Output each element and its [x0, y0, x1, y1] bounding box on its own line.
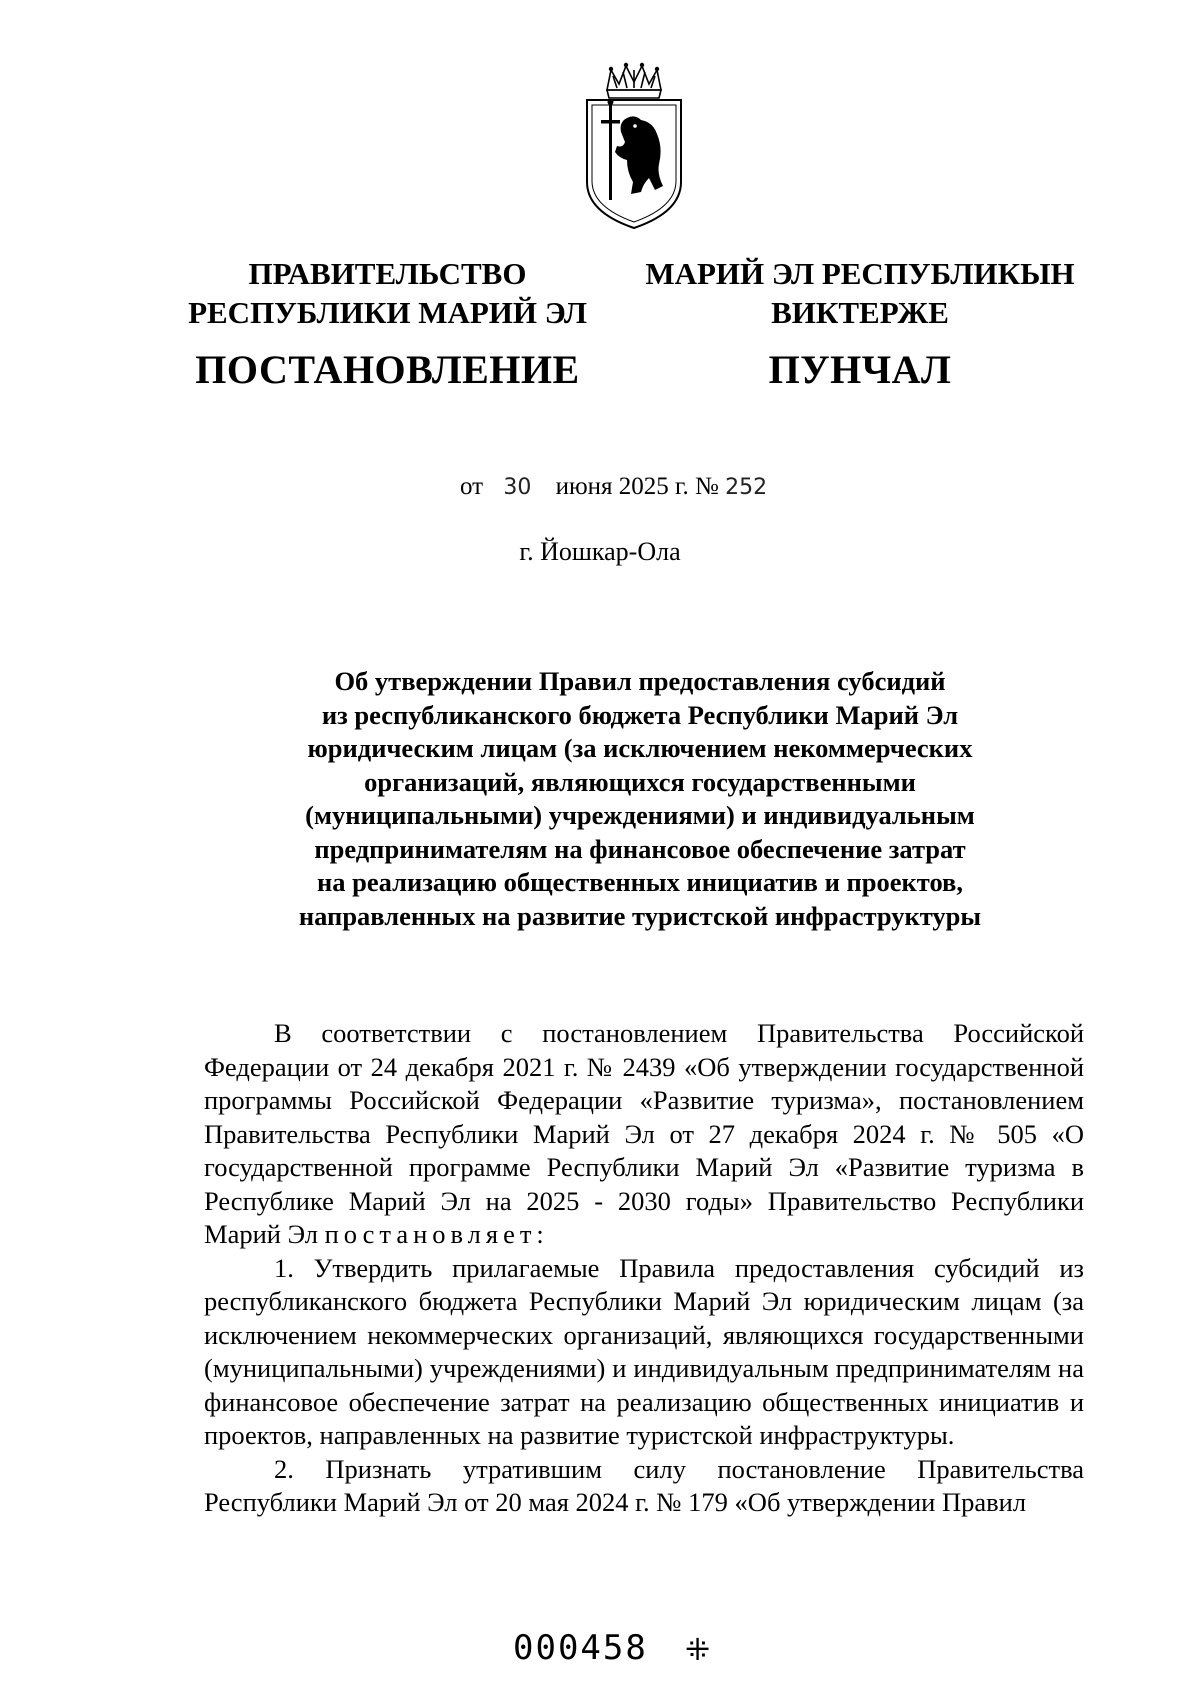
date-month-year: июня 2025 г. №: [555, 473, 719, 500]
title-line: юридическим лицам (за исключением некоммерческих: [307, 733, 973, 763]
document-type-mari: ПУНЧАЛ: [768, 346, 952, 392]
document-body: [204, 1017, 1084, 1520]
title-line: предпринимателям на финансовое обеспечение затрат: [314, 833, 966, 864]
government-name-line2: РЕСПУБЛИКИ МАРИЙ ЭЛ: [188, 294, 587, 330]
header-right: [640, 255, 1080, 395]
title-line: на реализацию общественных инициатив и проектов,: [317, 867, 963, 897]
header-left: [185, 255, 590, 395]
serial-number: 000458: [513, 1628, 648, 1668]
decree-word: постановляет:: [324, 1219, 549, 1249]
date-prefix: от: [460, 473, 484, 500]
document-type: ПОСТАНОВЛЕНИЕ: [195, 346, 580, 392]
ornament-mark: ⁜: [685, 1633, 711, 1668]
paragraph-item-1: 1. Утвердить прилагаемые Правила предоставления субсидий из республиканского бюджета Республики Марий Эл юридическим лицам (за исключением некоммерческих организаций, являющихся государственными (муниципальными) учреждениями) и индивидуальным предпринимателям на финансовое обеспечение затрат на реализацию общественных инициатив и проектов, направленных на развитие туристской инфраструктуры.: [204, 1252, 1084, 1450]
paragraph-item-2: 2. Признать утратившим силу постановление Правительства Республики Марий Эл от 20 мая 2024 г. № 179 «Об утверждении Правил: [204, 1453, 1084, 1517]
title-line: Об утверждении Правил предоставления субсидий: [334, 666, 946, 696]
government-name-line1: ПРАВИТЕЛЬСТВО: [248, 256, 527, 291]
date-line: [460, 473, 767, 501]
title-line: организаций, являющихся государственными: [364, 766, 916, 797]
paragraph-preamble: [204, 1017, 1084, 1252]
title-line: направленных на развитие туристской инфраструктуры: [298, 900, 982, 931]
document-number: 252: [725, 475, 768, 500]
government-name-mari-line2: ВИКТЕРЖЕ: [771, 294, 949, 330]
title-line: (муниципальными) учреждениями) и индивидуальным: [305, 800, 975, 830]
date-day: 30: [503, 475, 532, 500]
city: г. Йошкар-Ола: [519, 537, 681, 566]
document-title: [200, 665, 1080, 933]
title-line: из республиканского бюджета Республики Марий Эл: [321, 699, 959, 730]
coat-of-arms-icon: [583, 62, 685, 230]
government-name-mari-line1: МАРИЙ ЭЛ РЕСПУБЛИКЫН: [645, 256, 1075, 291]
preamble-text: В соответствии с постановлением Правительства Российской Федерации от 24 декабря 2021 г. № 2439 «Об утверждении государственной программы Российской Федерации «Развитие туризма», постановлением Правительства Республики Марий Эл от 27 декабря 2024 г. № 505 «О государственной программе Республики Марий Эл «Развитие туризма в Республике Марий Эл на 2025 - 2030 годы» Правительство Республики Марий Эл: [204, 1018, 1084, 1249]
